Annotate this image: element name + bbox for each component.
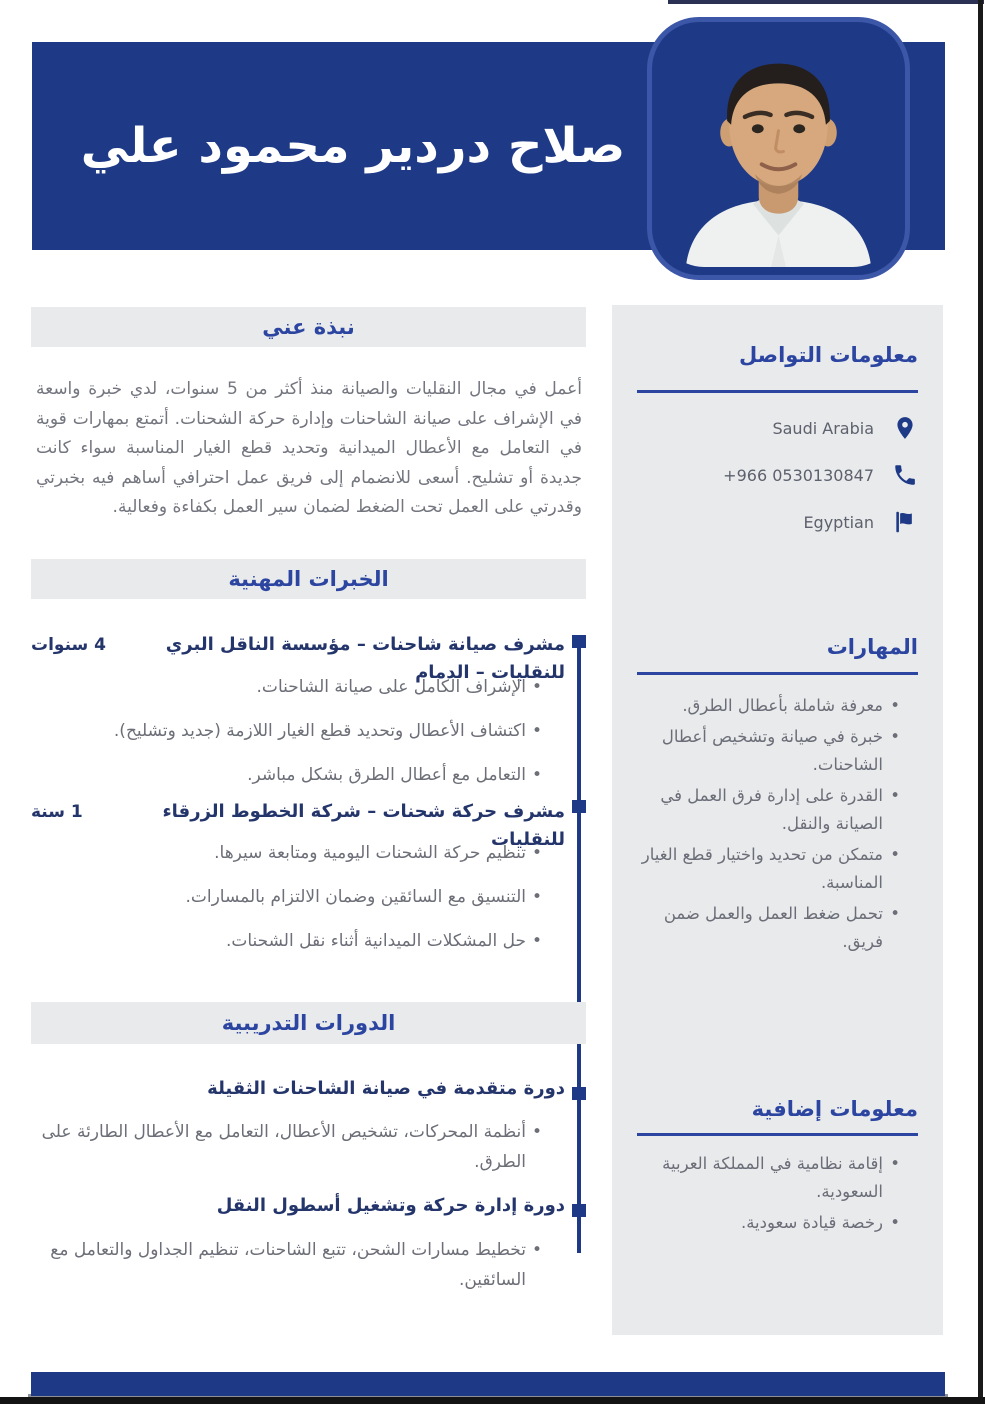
course-bullet: • تخطيط مسارات الشحن، تتبع الشاحنات، تنظيم الجداول والتعامل مع السائقين. (31, 1235, 542, 1295)
timeline-marker (572, 635, 586, 648)
skills-section-title: المهارات (826, 635, 918, 659)
skill-item: • القدرة على إدارة فرق العمل في الصيانة والنقل. (641, 782, 902, 838)
job-bullet: • تنظيم حركة الشحنات اليومية ومتابعة سيرها. (31, 838, 542, 868)
contact-text: Egyptian (803, 512, 874, 532)
skill-item: • متمكن من تحديد واختيار قطع الغيار المناسبة. (641, 841, 902, 897)
course-bullet-list (31, 1117, 542, 1191)
contact-section-title: معلومات التواصل (739, 343, 918, 367)
section-header-experience: الخبرات المهنية (31, 559, 586, 599)
job-bullet-list (31, 838, 542, 970)
additional-underline (637, 1133, 918, 1136)
course-title: دورة إدارة حركة وتشغيل أسطول النقل (216, 1195, 565, 1216)
timeline-marker (572, 1204, 586, 1217)
contact-text: +966 0530130847 (723, 465, 874, 485)
job-bullet-list (31, 672, 542, 804)
job-bullet: • التنسيق مع السائقين وضمان الالتزام بالمسارات. (31, 882, 542, 912)
contact-item-location (637, 412, 918, 444)
phone-icon (892, 462, 918, 488)
course-title: دورة متقدمة في صيانة الشاحنات الثقيلة (207, 1078, 565, 1099)
job-bullet: • الإشراف الكامل على صيانة الشاحنات. (31, 672, 542, 702)
job-bullet: • التعامل مع أعطال الطرق بشكل مباشر. (31, 760, 542, 790)
candidate-name: صلاح دردير محمود علي (80, 118, 626, 174)
about-text: أعمل في مجال النقليات والصيانة منذ أكثر من 5 سنوات، لدي خبرة واسعة في الإشراف على صيانة الشاحنات وإدارة حركة الشحنات. أتمتع بمهارات قوية في التعامل مع الأعطال الميدانية وتحديد قطع الغيار المناسبة سواء كانت جديدة أو تشليح. أسعى للانضمام إلى فريق عمل احترافي أساهم فيه بخبرتي وقدرتي على العمل تحت الضغط لضمان سير العمل بكفاءة وفعالية. (36, 379, 583, 517)
job-duration: 4 سنوات (31, 635, 106, 655)
course-entry-header (31, 1075, 565, 1103)
scan-edge-bottom (0, 1397, 985, 1404)
contact-item-phone (637, 459, 918, 491)
scan-edge-right (978, 0, 983, 1404)
scan-edge-top (668, 0, 984, 4)
timeline-marker (572, 800, 586, 813)
job-duration: 1 سنة (31, 802, 83, 822)
course-entry-header (31, 1192, 565, 1220)
profile-photo (660, 30, 897, 267)
contact-item-nationality (637, 506, 918, 538)
job-bullet: • حل المشكلات الميدانية أثناء نقل الشحنات. (31, 926, 542, 956)
contact-text: Saudi Arabia (772, 418, 874, 438)
location-pin-icon (892, 415, 918, 441)
contact-list (637, 412, 918, 553)
contact-underline (637, 390, 918, 393)
additional-info-item: • إقامة نظامية في المملكة العربية السعودية. (641, 1150, 902, 1206)
footer-bar (31, 1372, 945, 1396)
profile-photo-frame (647, 17, 910, 280)
portrait-illustration (660, 30, 897, 267)
skill-item: • تحمل ضغط العمل والعمل ضمن فريق. (641, 900, 902, 956)
additional-section-title: معلومات إضافية (751, 1097, 918, 1121)
flag-icon (892, 509, 918, 535)
section-header-courses: الدورات التدريبية (31, 1002, 586, 1044)
timeline-line (577, 648, 581, 1253)
job-bullet: • اكتشاف الأعطال وتحديد قطع الغيار اللازمة (جديد وتشليح). (31, 716, 542, 746)
additional-info-list (641, 1150, 902, 1240)
additional-info-item: • رخصة قيادة سعودية. (641, 1209, 902, 1237)
skill-item: • خبرة في صيانة وتشخيص أعطال الشاحنات. (641, 723, 902, 779)
course-bullet-list (31, 1235, 542, 1309)
job-title: مشرف حركة شحنات – شركة الخطوط الزرقاء للنقليات (162, 801, 565, 850)
course-bullet: • أنظمة المحركات، تشخيص الأعطال، التعامل مع الأعطال الطارئة على الطرق. (31, 1117, 542, 1177)
timeline-marker (572, 1087, 586, 1100)
skills-list (641, 692, 902, 959)
skill-item: • معرفة شاملة بأعطال الطرق. (641, 692, 902, 720)
job-title: مشرف صيانة شاحنات – مؤسسة الناقل البري للنقليات – الدمام (165, 634, 565, 683)
section-header-about: نبذة عني (31, 307, 586, 347)
skills-underline (637, 672, 918, 675)
